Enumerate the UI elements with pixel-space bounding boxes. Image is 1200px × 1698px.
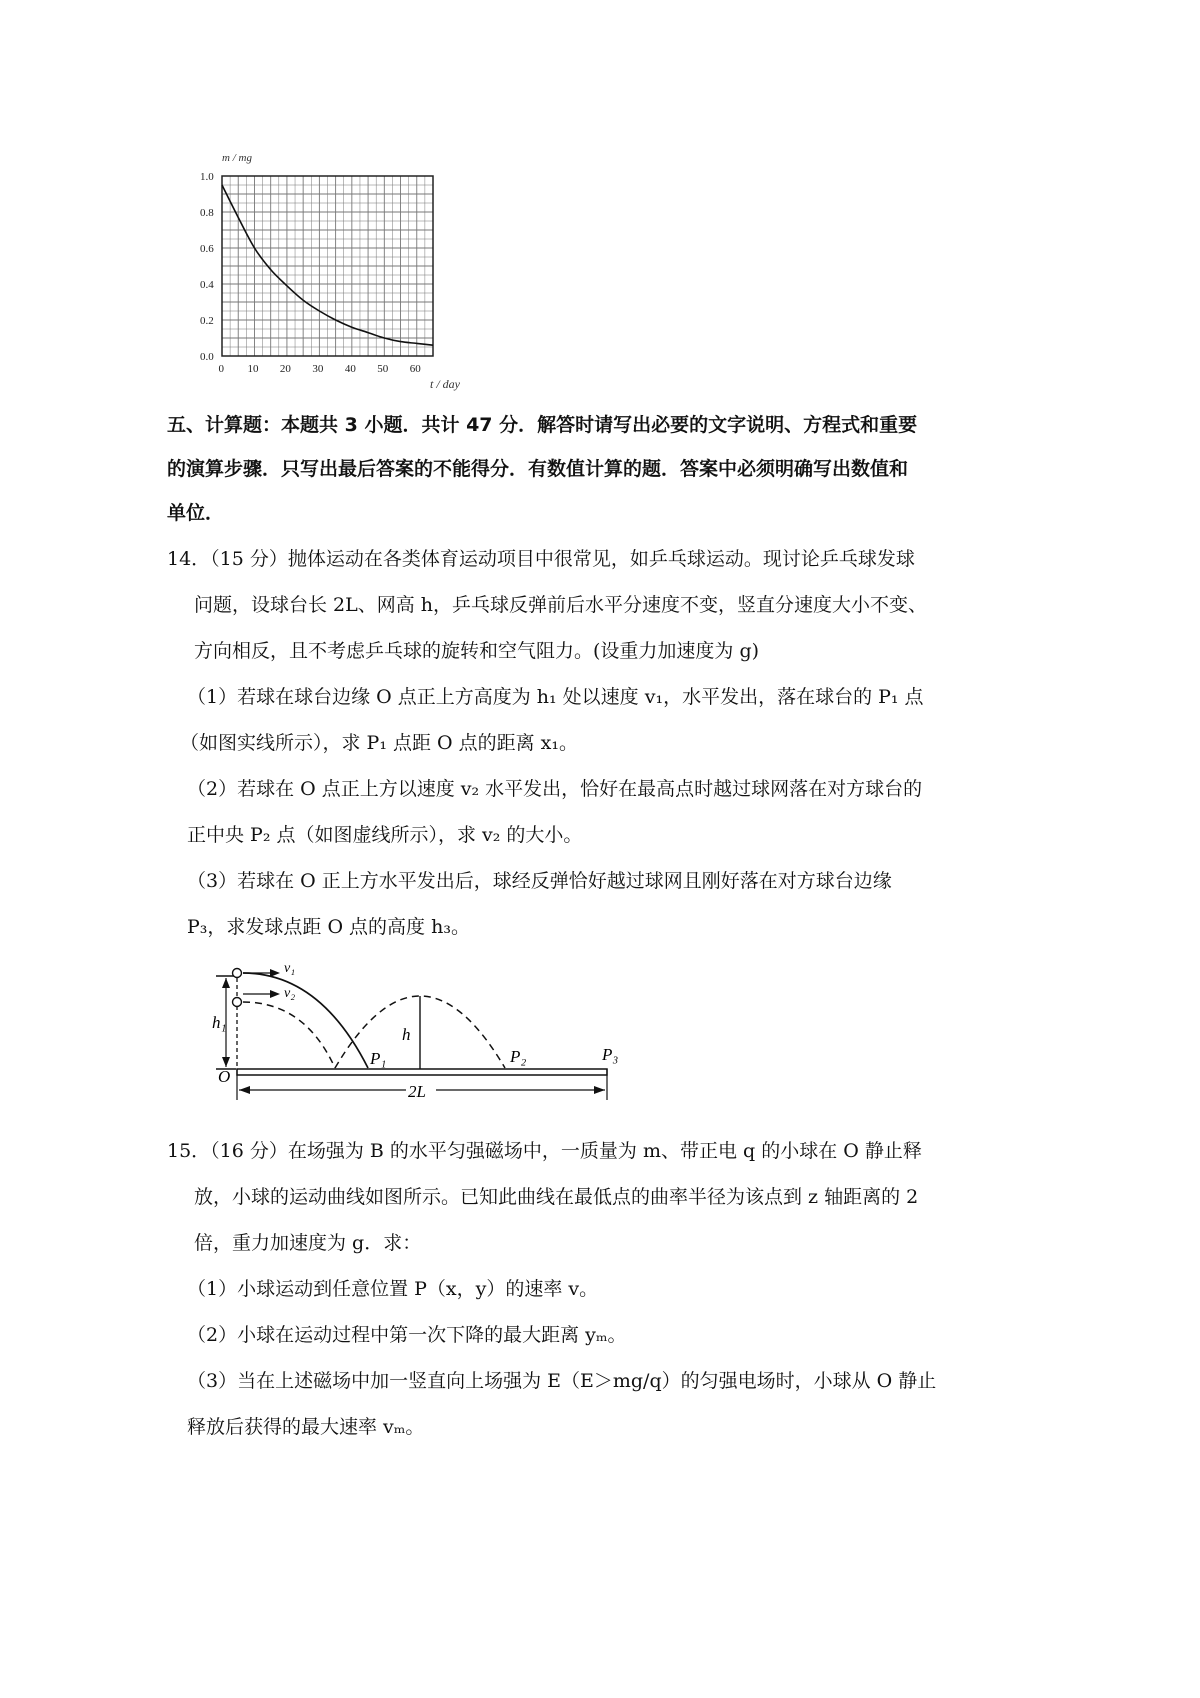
solid-trajectory [243,973,368,1068]
q14-part-1-line-2: （如图实线所示），求 P₁ 点距 O 点的距离 x₁。 [180,732,579,754]
h1-arrow-down [222,1057,230,1067]
x-axis-label: t / day [430,377,460,391]
section-5-line-1: 五、计算题：本题共 3 小题．共计 47 分．解答时请写出必要的文字说明、方程式和重要 [167,414,918,436]
y-tick-label: 1.0 [200,171,214,183]
p3-label: P₃ [602,1045,619,1064]
x-tick-label: 0 [218,363,224,375]
v2-label: v₂ [284,986,296,1001]
x-tick-labels [219,363,422,375]
x-tick-label: 10 [247,363,259,375]
p2-label: P₂ [510,1047,527,1066]
p1-label: P₁ [370,1049,387,1068]
x-tick-label: 40 [344,363,356,375]
section-5-line-3: 单位． [167,502,225,524]
q14-part-3-line-2: P₃，求发球点距 O 点的高度 h₃。 [187,916,470,938]
length-arrow-right [594,1086,605,1094]
x-tick-label: 60 [409,363,421,375]
q15-line-1: 15．（16 分）在场强为 B 的水平匀强磁场中，一质量为 m、带正电 q 的小球在 O 静止释 [167,1140,922,1162]
q15-part-2: （2）小球在运动过程中第一次下降的最大距离 yₘ。 [187,1324,627,1346]
x-tick-label: 50 [377,363,389,375]
dashed-trajectory-first [243,1002,335,1068]
q14-line-2: 问题，设球台长 2L、网高 h，乒乓球反弹前后水平分速度不变，竖直分速度大小不变、 [194,594,928,616]
y-tick-label: 0.4 [200,279,214,291]
q14-part-3-line-1: （3）若球在 O 正上方水平发出后，球经反弹恰好越过球网且刚好落在对方球台边缘 [187,870,892,892]
chart-grid [222,176,433,356]
q15-line-2: 放，小球的运动曲线如图所示。已知此曲线在最低点的曲率半径为该点到 z 轴距离的 2 [194,1186,919,1208]
y-tick-label: 0.0 [200,351,214,363]
q15-part-3-line-1: （3）当在上述磁场中加一竖直向上场强为 E（E＞mg/q）的匀强电场时，小球从 O 静止 [187,1370,937,1392]
v2-arrowhead [270,990,280,998]
decay-chart [200,150,490,395]
q15-line-3: 倍，重力加速度为 g．求： [194,1232,422,1254]
q14-part-1-line-1: （1）若球在球台边缘 O 点正上方高度为 h₁ 处以速度 v₁，水平发出，落在球台的 P₁ 点 [187,686,924,708]
table-surface [237,1069,607,1075]
o-label: O [218,1067,231,1086]
length-arrow-left [239,1086,250,1094]
v1-label: v₁ [284,961,296,976]
q14-line-1: 14．（15 分）抛体运动在各类体育运动项目中很常见，如乒乓球运动。现讨论乒乓球发球 [167,548,915,570]
q14-part-2-line-1: （2）若球在 O 点正上方以速度 v₂ 水平发出，恰好在最高点时越过球网落在对方球台的 [187,778,923,800]
y-tick-label: 0.8 [200,207,214,219]
q15-part-3-line-2: 释放后获得的最大速率 vₘ。 [187,1416,425,1438]
ball-v1 [233,969,242,978]
q14-line-3: 方向相反，且不考虑乒乓球的旋转和空气阻力。(设重力加速度为 g) [194,640,760,662]
y-tick-labels [200,171,214,363]
table-tennis-figure [210,956,710,1106]
q15-part-1: （1）小球运动到任意位置 P（x，y）的速率 v。 [187,1278,599,1300]
x-tick-label: 20 [279,363,291,375]
ball-v2 [233,998,242,1007]
length-label: 2L [408,1082,426,1101]
q14-part-2-line-2: 正中央 P₂ 点（如图虚线所示），求 v₂ 的大小。 [187,824,583,846]
section-5-line-2: 的演算步骤．只写出最后答案的不能得分．有数值计算的题．答案中必须明确写出数值和 [167,458,909,480]
h1-label: h₁ [212,1013,227,1032]
net-height-label: h [402,1025,411,1044]
y-tick-label: 0.2 [200,315,214,327]
y-axis-label: m / mg [222,152,252,164]
h1-arrow-up [222,978,230,988]
y-tick-label: 0.6 [200,243,214,255]
x-tick-label: 30 [312,363,324,375]
